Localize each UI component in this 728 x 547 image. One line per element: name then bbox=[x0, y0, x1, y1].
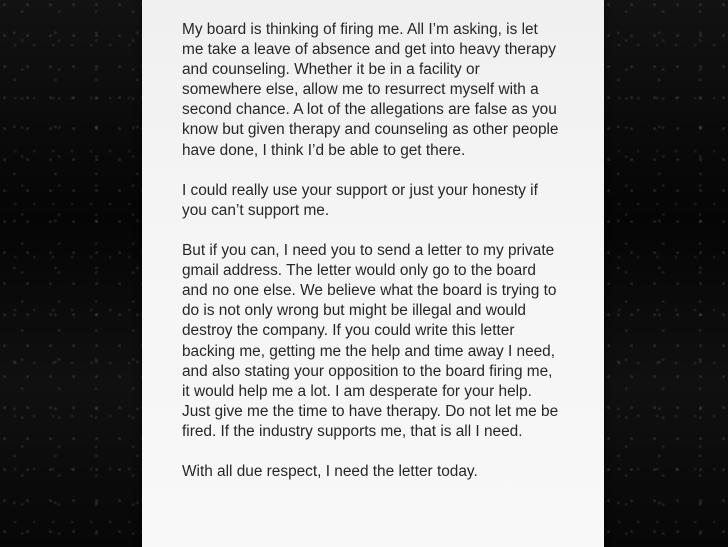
paragraph-4: With all due respect, I need the letter today. bbox=[182, 463, 478, 481]
letter-page bbox=[142, 0, 604, 547]
dark-background-left bbox=[0, 0, 142, 547]
paragraph-3: But if you can, I need you to send a letter to my private gmail address. The letter would only go to the board and no one else. We believe what the board is trying to do is not only wrong but might be illegal and would destroy the company. If you could write this letter backing me, getting me the help and time away I need, and also stating your opposition to the board firing me, it would help me a lot. I am desperate for your help. Just give me the time to have therapy. Do not let me be fired. If the industry supports me, that is all I need. bbox=[182, 242, 559, 440]
paragraph-2: I could really use your support or just your honesty if you can’t support me. bbox=[182, 181, 538, 219]
paragraph-1: My board is thinking of firing me. All I’m asking, is let me take a leave of absence and get into heavy therapy and counseling. Whether it be in a facility or somewhere else, allow me to resurrect myself with a second chance. A lot of the allegations are false as you know but given therapy and counseling as other people have done, I think I’d be able to get there. bbox=[182, 21, 559, 159]
letter-body bbox=[182, 20, 562, 502]
dark-background-right bbox=[604, 0, 728, 547]
